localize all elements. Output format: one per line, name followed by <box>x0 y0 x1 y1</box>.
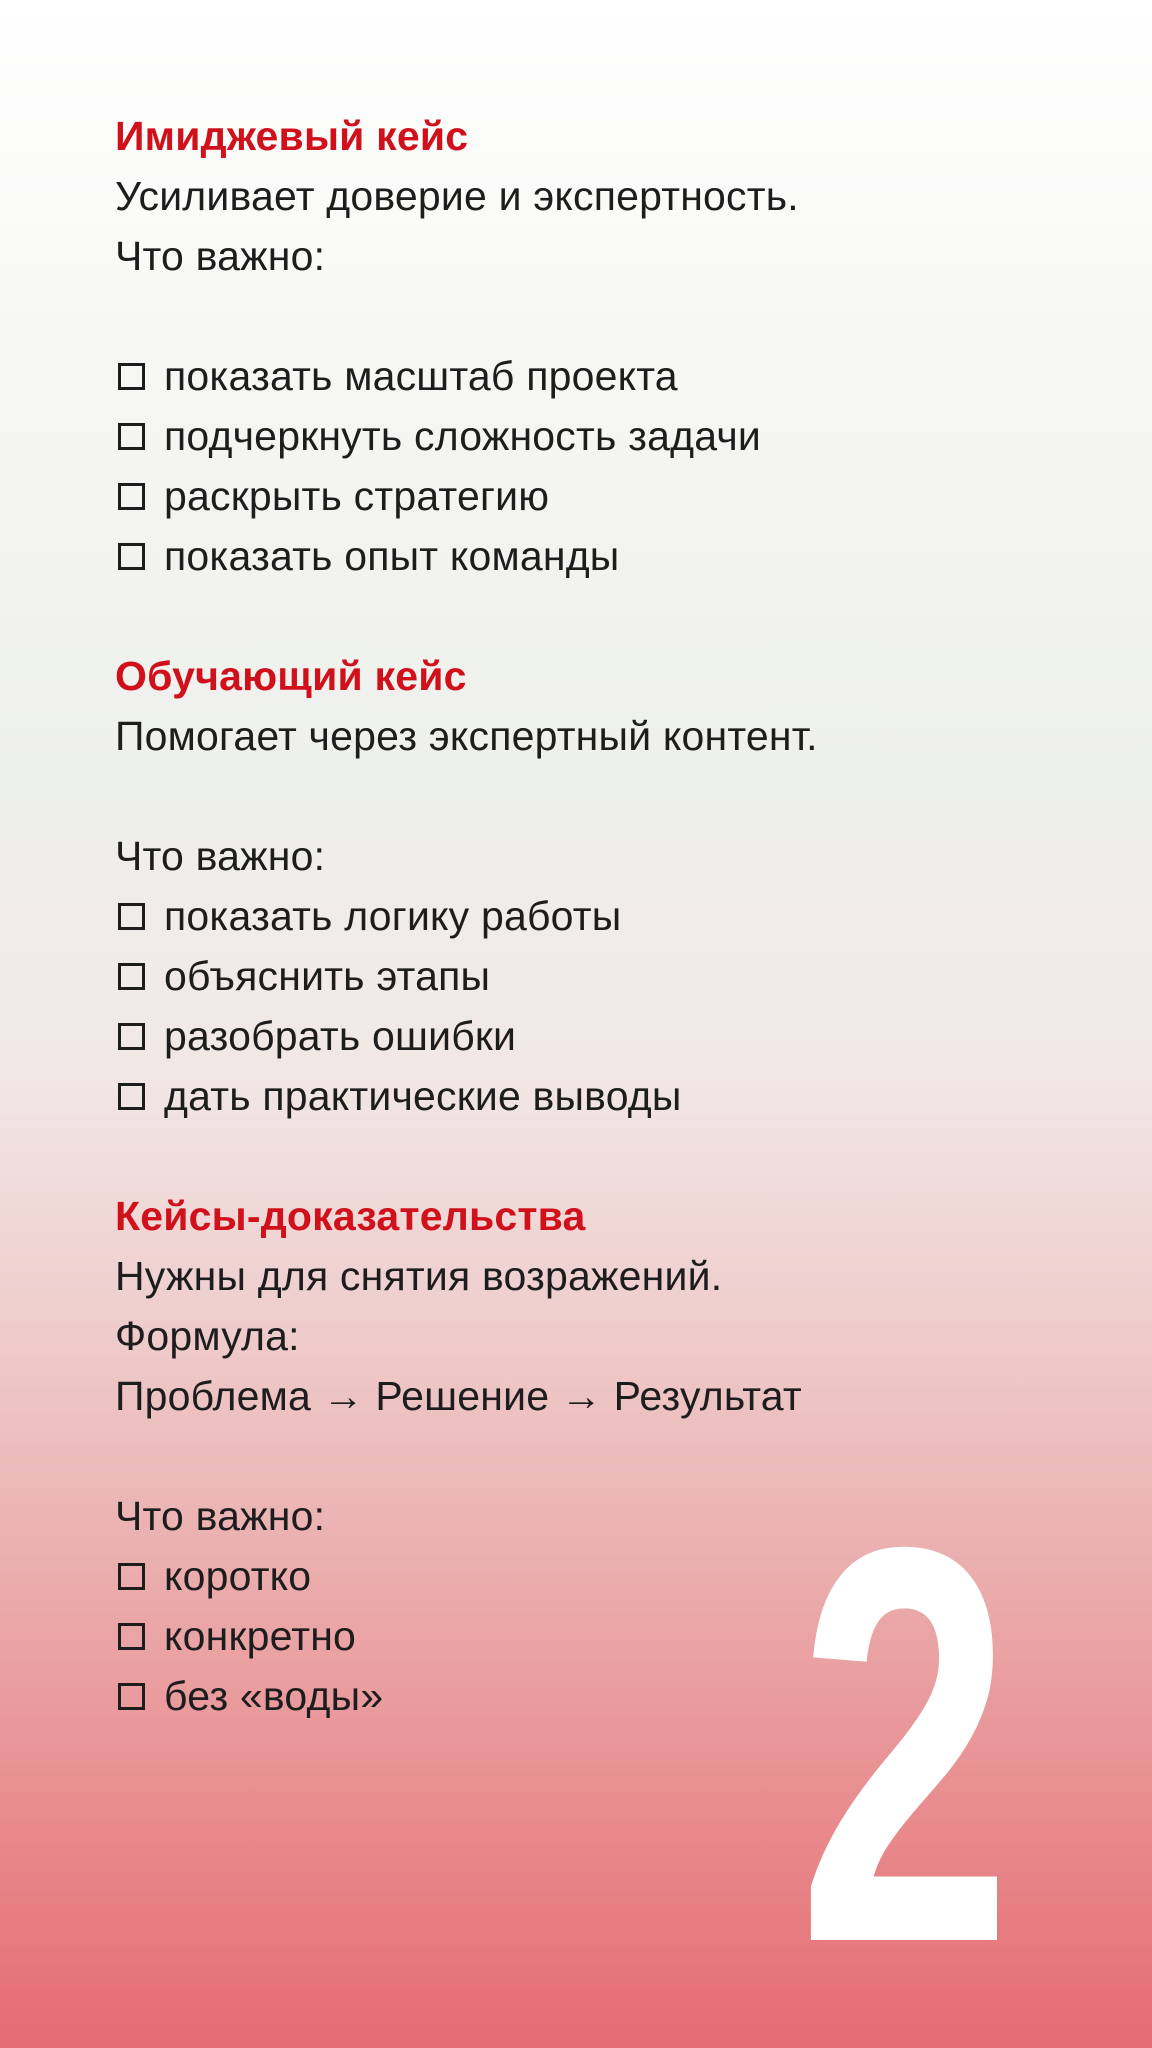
empty-checkbox-icon <box>118 963 145 990</box>
section-heading-proof-cases: Кейсы-доказательства <box>115 1193 586 1239</box>
checklist-item <box>115 946 1015 1006</box>
empty-checkbox-icon <box>118 1023 145 1050</box>
checklist-item <box>115 1006 1015 1066</box>
section-heading-educational-case: Обучающий кейс <box>115 653 467 699</box>
empty-checkbox-icon <box>118 1623 145 1650</box>
checklist-item <box>115 1066 1015 1126</box>
section-heading-image-case: Имиджевый кейс <box>115 113 469 159</box>
empty-checkbox-icon <box>118 363 145 390</box>
checklist-item-label: объяснить этапы <box>164 953 491 999</box>
section-important-label: Что важно: <box>115 1493 326 1539</box>
empty-checkbox-icon <box>118 1083 145 1110</box>
checklist-item-label: показать масштаб проекта <box>164 353 678 399</box>
checklist-item-label: подчеркнуть сложность задачи <box>164 413 762 459</box>
empty-checkbox-icon <box>118 1563 145 1590</box>
empty-checkbox-icon <box>118 1683 145 1710</box>
checklist-item-label: дать практические выводы <box>164 1073 682 1119</box>
spacer <box>115 766 1015 826</box>
section-description: Усиливает доверие и экспертность. <box>115 173 799 219</box>
checklist-item-label: показать опыт команды <box>164 533 620 579</box>
section-important-label: Что важно: <box>115 833 326 879</box>
spacer <box>115 286 1015 346</box>
empty-checkbox-icon <box>118 423 145 450</box>
checklist-item <box>115 466 1015 526</box>
spacer <box>115 586 1015 646</box>
checklist-item-label: раскрыть стратегию <box>164 473 550 519</box>
checklist-item-label: коротко <box>164 1553 312 1599</box>
checklist-item-label: без «воды» <box>164 1673 384 1719</box>
section-important-label: Что важно: <box>115 233 326 279</box>
page-number <box>775 1429 1035 2048</box>
checklist-item <box>115 886 1015 946</box>
section-description: Нужны для снятия возражений. <box>115 1253 723 1299</box>
formula-text: Проблема → Решение → Результат <box>115 1373 802 1419</box>
spacer <box>115 1126 1015 1186</box>
page-number-text: 2 <box>797 1429 1013 2048</box>
section-description: Помогает через экспертный контент. <box>115 713 818 759</box>
checklist-item <box>115 346 1015 406</box>
checklist-item-label: показать логику работы <box>164 893 622 939</box>
checklist-item-label: конкретно <box>164 1613 357 1659</box>
empty-checkbox-icon <box>118 483 145 510</box>
empty-checkbox-icon <box>118 903 145 930</box>
checklist-item <box>115 526 1015 586</box>
formula-label: Формула: <box>115 1313 300 1359</box>
empty-checkbox-icon <box>118 543 145 570</box>
checklist-item-label: разобрать ошибки <box>164 1013 517 1059</box>
checklist-item <box>115 406 1015 466</box>
